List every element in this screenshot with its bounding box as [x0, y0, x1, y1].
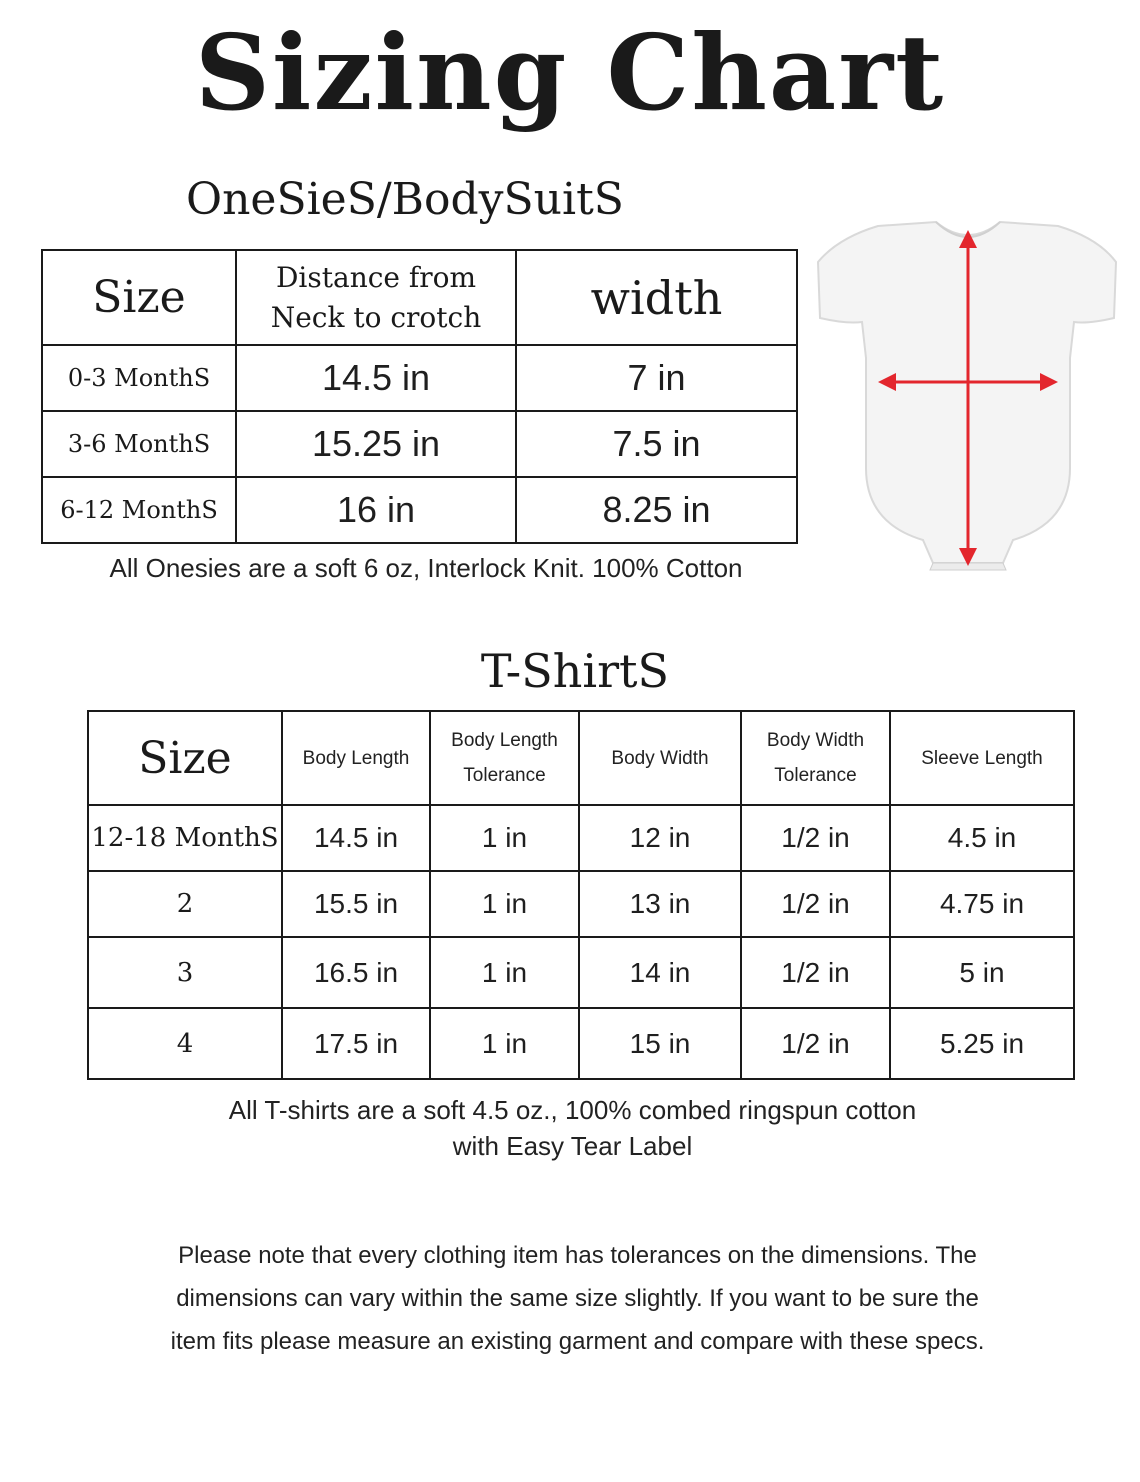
- table-row: [42, 411, 797, 477]
- tshirts-heading: T-ShirtS: [480, 644, 670, 698]
- onesies-header-distance: [236, 250, 516, 345]
- body-width-cell: 14 in: [579, 937, 741, 1008]
- onesies-header-distance-line2: Neck to crotch: [270, 300, 482, 334]
- body-length-cell: 16.5 in: [282, 937, 430, 1008]
- disclaimer-line1: Please note that every clothing item has tolerances on the dimensions. The: [178, 1242, 977, 1269]
- length-tolerance-cell: 1 in: [430, 805, 579, 871]
- tshirt-fabric-note: [0, 1092, 1140, 1164]
- onesies-size-table: [41, 249, 798, 544]
- onesies-header-width: width: [516, 250, 797, 345]
- length-tolerance-cell: 1 in: [430, 871, 579, 937]
- tshirt-header-width-tolerance-line1: Body Width: [766, 730, 865, 751]
- disclaimer-line3: item fits please measure an existing garment and compare with these specs.: [170, 1328, 985, 1355]
- tshirt-header-sleeve-length: Sleeve Length: [890, 711, 1074, 805]
- width-cell: 7 in: [516, 345, 797, 411]
- body-width-cell: 12 in: [579, 805, 741, 871]
- body-length-cell: 14.5 in: [282, 805, 430, 871]
- tshirt-size-table: [87, 710, 1075, 1080]
- distance-cell: 14.5 in: [236, 345, 516, 411]
- width-tolerance-cell: 1/2 in: [741, 937, 890, 1008]
- width-cell: 8.25 in: [516, 477, 797, 543]
- size-cell: 3-6 MonthS: [42, 411, 236, 477]
- body-width-cell: 13 in: [579, 871, 741, 937]
- bodysuit-measurement-diagram: [808, 218, 1128, 578]
- body-width-cell: 15 in: [579, 1008, 741, 1079]
- table-row: [88, 937, 1074, 1008]
- sleeve-length-cell: 5.25 in: [890, 1008, 1074, 1079]
- tolerance-disclaimer: [80, 1234, 1075, 1363]
- sleeve-length-cell: 4.75 in: [890, 871, 1074, 937]
- sleeve-length-cell: 4.5 in: [890, 805, 1074, 871]
- tshirt-header-width-tolerance: [741, 711, 890, 805]
- disclaimer-line2: dimensions can vary within the same size slightly. If you want to be sure the: [176, 1285, 979, 1312]
- size-cell: 3: [88, 937, 282, 1008]
- tshirt-header-body-length: Body Length: [282, 711, 430, 805]
- table-row: [88, 1008, 1074, 1079]
- size-cell: 4: [88, 1008, 282, 1079]
- body-length-cell: 17.5 in: [282, 1008, 430, 1079]
- onesies-heading: OneSieS/BodySuitS: [186, 174, 624, 225]
- tshirt-note-line2: with Easy Tear Label: [452, 1131, 693, 1161]
- width-tolerance-cell: 1/2 in: [741, 871, 890, 937]
- table-row: [88, 871, 1074, 937]
- tshirt-note-line1: All T-shirts are a soft 4.5 oz., 100% combed ringspun cotton: [228, 1095, 917, 1125]
- onesies-header-row: [42, 250, 797, 345]
- size-cell: 0-3 MonthS: [42, 345, 236, 411]
- size-cell: 12-18 MonthS: [88, 805, 282, 871]
- distance-cell: 15.25 in: [236, 411, 516, 477]
- size-cell: 6-12 MonthS: [42, 477, 236, 543]
- body-length-cell: 15.5 in: [282, 871, 430, 937]
- tshirt-header-length-tolerance-line1: Body Length: [451, 730, 558, 751]
- width-tolerance-cell: 1/2 in: [741, 805, 890, 871]
- tshirt-header-length-tolerance-line2: Tolerance: [463, 765, 546, 786]
- table-row: [42, 477, 797, 543]
- onesies-header-distance-line1: Distance from: [275, 260, 477, 294]
- tshirt-header-width-tolerance-line2: Tolerance: [774, 765, 857, 786]
- distance-cell: 16 in: [236, 477, 516, 543]
- tshirt-header-row: [88, 711, 1074, 805]
- page-title: Sizing Chart: [194, 11, 946, 134]
- length-tolerance-cell: 1 in: [430, 1008, 579, 1079]
- table-row: [42, 345, 797, 411]
- width-cell: 7.5 in: [516, 411, 797, 477]
- sleeve-length-cell: 5 in: [890, 937, 1074, 1008]
- onesies-header-size: Size: [42, 250, 236, 345]
- tshirt-header-body-width: Body Width: [579, 711, 741, 805]
- tshirt-header-length-tolerance: [430, 711, 579, 805]
- length-tolerance-cell: 1 in: [430, 937, 579, 1008]
- onesies-fabric-note: All Onesies are a soft 6 oz, Interlock Knit. 100% Cotton: [109, 553, 743, 583]
- size-cell: 2: [88, 871, 282, 937]
- table-row: [88, 805, 1074, 871]
- tshirt-header-size: Size: [88, 711, 282, 805]
- width-tolerance-cell: 1/2 in: [741, 1008, 890, 1079]
